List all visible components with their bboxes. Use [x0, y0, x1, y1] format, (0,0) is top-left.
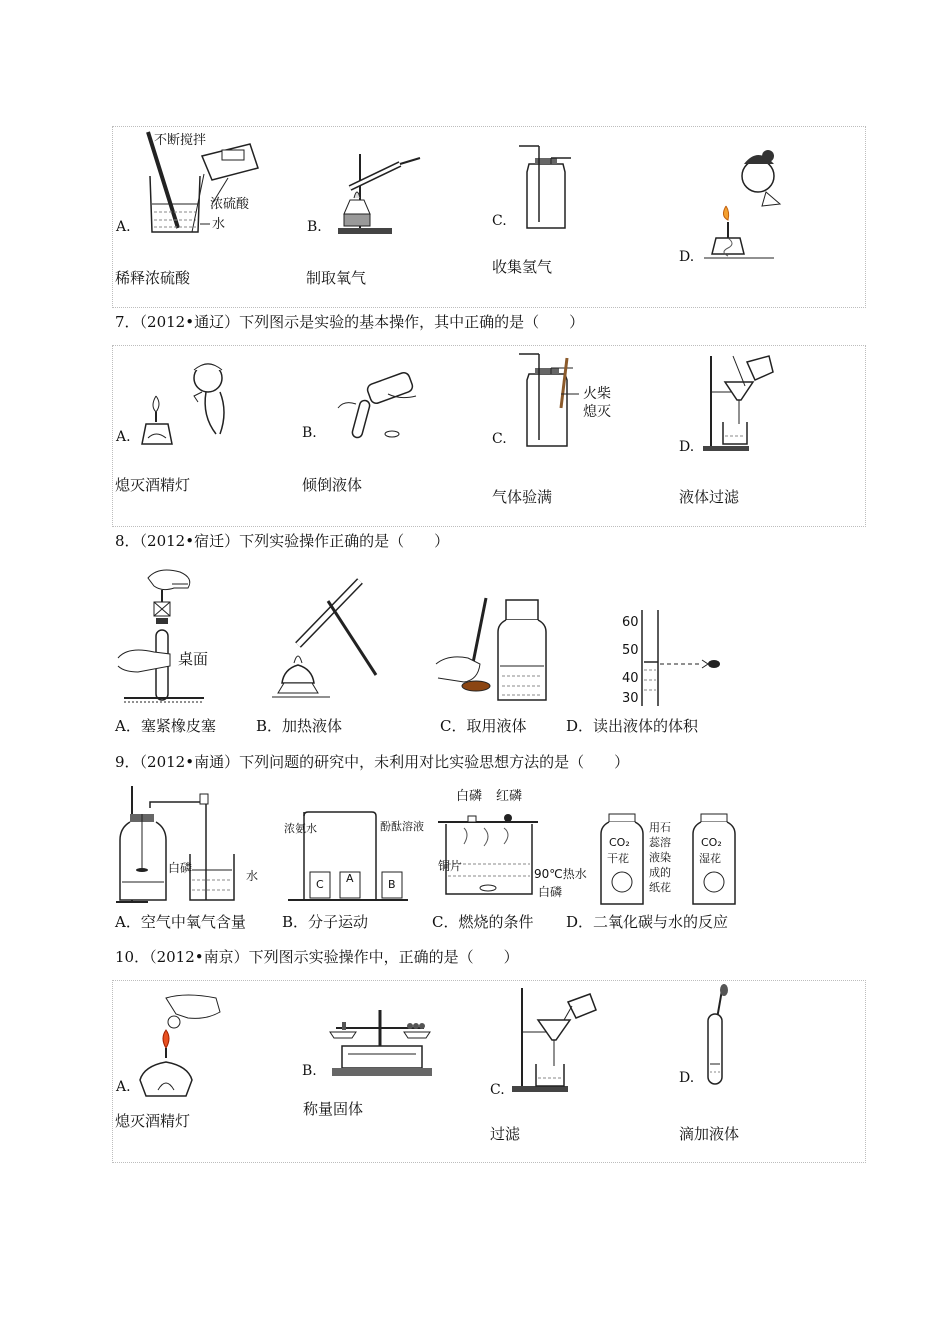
- white-phosphorus-label: 白磷: [456, 789, 483, 804]
- q7-option-a-letter: A.: [116, 429, 131, 445]
- dropper-figure: [700, 984, 740, 1094]
- q7-option-c-caption: 气体验满: [492, 488, 553, 506]
- litmus-paper-label: 用石蕊溶液染成的纸花: [649, 821, 671, 894]
- co2-left-label: CO₂: [609, 836, 630, 849]
- gas-full-test-figure: [515, 350, 635, 450]
- q10-option-d-letter: D.: [679, 1070, 695, 1086]
- q8-option-d: D．读出液体的体积: [566, 717, 699, 735]
- tick-30: 30: [622, 691, 639, 706]
- filtration-q7-figure: [703, 352, 773, 452]
- dry-flower-label: 干花: [607, 852, 629, 865]
- q6-option-b-caption: 制取氧气: [306, 269, 367, 287]
- q7-option-c-letter: C.: [492, 431, 507, 447]
- q7-option-b-letter: B.: [302, 425, 317, 441]
- dilute-sulfuric-acid-figure: [130, 128, 270, 238]
- q10-option-b-letter: B.: [302, 1063, 317, 1079]
- q7-option-d-caption: 液体过滤: [679, 488, 740, 506]
- blow-lamp-figure: [700, 146, 790, 266]
- water-label: 水: [212, 217, 226, 232]
- wet-flower-label: 湿花: [699, 852, 721, 865]
- water-a-label: 水: [246, 869, 259, 883]
- question-9-stem: 9．（2012•南通）下列问题的研究中，未利用对比实验思想方法的是（ ）: [115, 753, 630, 771]
- q9-option-d: D．二氧化碳与水的反应: [566, 913, 729, 931]
- copper-label: 铜片: [438, 859, 463, 873]
- q6-option-c-caption: 收集氢气: [492, 258, 553, 276]
- balance-figure: [326, 1002, 436, 1082]
- q8-option-c: C．取用液体: [440, 717, 527, 735]
- white-phosphorus-a-label: 白磷: [168, 861, 193, 875]
- ammonia-label: 浓氨水: [284, 822, 317, 835]
- q6-option-a-letter: A.: [116, 219, 131, 235]
- q9-option-c: C．燃烧的条件: [432, 913, 534, 931]
- beaker-c-label: C: [316, 878, 324, 891]
- q6-option-b-letter: B.: [307, 219, 322, 235]
- blowout-lamp-figure: [136, 356, 246, 452]
- filtration-q10-figure: [512, 986, 602, 1096]
- q6-option-a-caption: 稀释浓硫酸: [115, 269, 191, 287]
- phenolphthalein-label: 酚酞溶液: [380, 820, 424, 833]
- read-volume-figure: [620, 608, 730, 708]
- oxygen-apparatus-figure: [330, 148, 440, 238]
- co2-water-figure: [595, 812, 745, 908]
- question-7-stem: 7．（2012•通辽）下列图示是实验的基本操作，其中正确的是（ ）: [115, 313, 585, 331]
- tick-60: 60: [622, 615, 639, 630]
- q6-option-c-letter: C.: [492, 213, 507, 229]
- q10-option-c-letter: C.: [490, 1082, 505, 1098]
- q7-option-d-letter: D.: [679, 439, 695, 455]
- q8-option-a: A．塞紧橡皮塞: [115, 717, 216, 735]
- take-liquid-figure: [428, 596, 568, 706]
- question-8-stem: 8．（2012•宿迁）下列实验操作正确的是（ ）: [115, 532, 450, 550]
- stopper-figure: [118, 562, 218, 702]
- q7-option-a-caption: 熄灭酒精灯: [115, 476, 191, 494]
- combustion-figure: [434, 784, 587, 904]
- q10-option-d-caption: 滴加液体: [679, 1125, 740, 1143]
- question-10-stem: 10．（2012•南京）下列图示实验操作中，正确的是（ ）: [115, 948, 519, 966]
- match-label-2: 熄灭: [583, 404, 611, 420]
- beaker-a-label: A: [346, 872, 354, 885]
- q10-option-b-caption: 称量固体: [303, 1100, 364, 1118]
- tick-50: 50: [622, 643, 639, 658]
- tick-40: 40: [622, 671, 639, 686]
- match-label-1: 火柴: [583, 386, 611, 402]
- hot-water-label: 90℃热水: [534, 867, 587, 881]
- stir-label: 不断搅拌: [154, 133, 207, 148]
- q7-option-b-caption: 倾倒液体: [302, 476, 363, 494]
- co2-right-label: CO₂: [701, 836, 722, 849]
- white-phosphorus-2-label: 白磷: [538, 885, 563, 899]
- q10-option-a-caption: 熄灭酒精灯: [115, 1112, 191, 1130]
- pour-liquid-figure: [330, 370, 420, 440]
- lamp-cap-figure: [136, 992, 236, 1102]
- q8-option-b: B．加热液体: [256, 717, 343, 735]
- hydrogen-bottle-figure: [515, 142, 585, 232]
- acid-label: 浓硫酸: [210, 197, 250, 212]
- q6-option-d-letter: D.: [679, 249, 695, 265]
- beaker-b-label: B: [388, 878, 396, 891]
- q9-option-a: A．空气中氧气含量: [115, 913, 246, 931]
- q10-option-a-letter: A.: [116, 1079, 131, 1095]
- heat-liquid-figure: [268, 575, 388, 705]
- oxygen-content-figure: [112, 784, 272, 904]
- molecule-motion-figure: [284, 808, 424, 904]
- desk-label: 桌面: [178, 650, 209, 668]
- red-phosphorus-label: 红磷: [496, 789, 523, 804]
- q9-option-b: B．分子运动: [282, 913, 369, 931]
- q10-option-c-caption: 过滤: [490, 1125, 521, 1143]
